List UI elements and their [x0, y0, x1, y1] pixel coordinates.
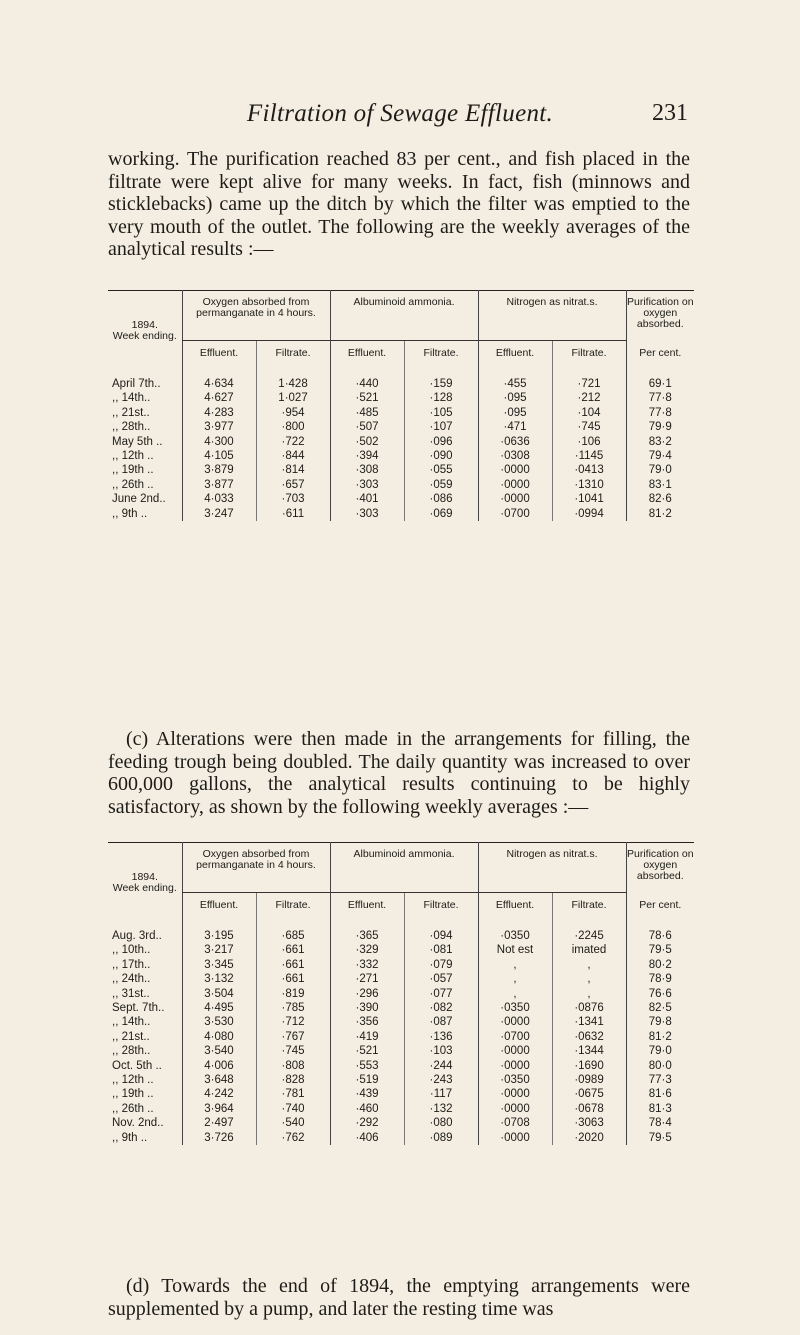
- value-cell: ·745: [552, 420, 626, 434]
- value-cell: ·0000: [478, 1059, 552, 1073]
- value-cell: 79·5: [626, 1131, 694, 1145]
- value-cell: ·0700: [478, 507, 552, 521]
- value-cell: 77·8: [626, 406, 694, 420]
- week-cell: Oct. 5th ..: [112, 1059, 162, 1072]
- value-cell: ·661: [256, 943, 330, 957]
- table-row: [108, 1044, 694, 1058]
- value-cell: ·079: [404, 958, 478, 972]
- week-cell: June 2nd..: [112, 493, 166, 506]
- subheader-filtrate: Filtrate.: [404, 341, 478, 366]
- value-cell: ·471: [478, 420, 552, 434]
- value-cell: 3·132: [182, 972, 256, 986]
- value-cell: ·365: [330, 929, 404, 943]
- spacer-cell: [478, 917, 552, 929]
- value-cell: ·159: [404, 377, 478, 391]
- value-cell: ·356: [330, 1015, 404, 1029]
- table-row: [108, 406, 694, 420]
- value-cell: 79·8: [626, 1015, 694, 1029]
- table-row: [108, 929, 694, 943]
- value-cell: ·712: [256, 1015, 330, 1029]
- header-oxygen-absorbed: Oxygen absorbed from permanganate in 4 hours.: [182, 291, 330, 341]
- value-cell: 3·726: [182, 1131, 256, 1145]
- value-cell: ·1341: [552, 1015, 626, 1029]
- spacer-row: [108, 917, 694, 929]
- value-cell: 79·0: [626, 1044, 694, 1058]
- value-cell: ·401: [330, 492, 404, 506]
- value-cell: ·077: [404, 987, 478, 1001]
- value-cell: ·132: [404, 1102, 478, 1116]
- value-cell: ,: [552, 972, 626, 986]
- value-cell: ·0632: [552, 1030, 626, 1044]
- value-cell: ·212: [552, 391, 626, 405]
- value-cell: 4·634: [182, 377, 256, 391]
- table-row: [108, 943, 694, 957]
- spacer-row: [108, 365, 694, 377]
- value-cell: ·057: [404, 972, 478, 986]
- week-cell: ,, 19th ..: [112, 1088, 154, 1101]
- week-cell: ,, 28th..: [112, 421, 151, 434]
- week-cell: ,, 12th ..: [112, 450, 154, 463]
- subheader-filtrate: Filtrate.: [256, 893, 330, 918]
- week-cell: ,, 14th..: [112, 392, 151, 405]
- table-row: [108, 391, 694, 405]
- week-cell: ,, 21st..: [112, 1030, 150, 1043]
- value-cell: ·243: [404, 1073, 478, 1087]
- value-cell: 4·033: [182, 492, 256, 506]
- value-cell: ·0308: [478, 449, 552, 463]
- spacer-cell: [552, 917, 626, 929]
- week-cell: ,, 26th ..: [112, 478, 154, 491]
- value-cell: ·0000: [478, 463, 552, 477]
- value-cell: 79·4: [626, 449, 694, 463]
- table-row: [108, 492, 694, 506]
- value-cell: 3·345: [182, 958, 256, 972]
- spacer-cell: [552, 365, 626, 377]
- table-row: [108, 377, 694, 391]
- value-cell: 1·027: [256, 391, 330, 405]
- value-cell: ·0000: [478, 478, 552, 492]
- value-cell: ·059: [404, 478, 478, 492]
- subheader-filtrate: Filtrate.: [256, 341, 330, 366]
- value-cell: ·439: [330, 1087, 404, 1101]
- value-cell: ·0413: [552, 463, 626, 477]
- value-cell: ·1690: [552, 1059, 626, 1073]
- value-cell: ·0350: [478, 1001, 552, 1015]
- value-cell: ·519: [330, 1073, 404, 1087]
- value-cell: 3·247: [182, 507, 256, 521]
- value-cell: 3·504: [182, 987, 256, 1001]
- value-cell: 82·5: [626, 1001, 694, 1015]
- value-cell: ·271: [330, 972, 404, 986]
- week-cell: Aug. 3rd..: [112, 930, 162, 942]
- week-cell: ,, 12th ..: [112, 1074, 154, 1087]
- subheader-filtrate: Filtrate.: [552, 893, 626, 918]
- value-cell: ·0678: [552, 1102, 626, 1116]
- table-row: [108, 958, 694, 972]
- spacer-cell: [626, 365, 694, 377]
- header-oxygen-absorbed: Oxygen absorbed from permanganate in 4 hours.: [182, 843, 330, 893]
- value-cell: ·540: [256, 1116, 330, 1130]
- value-cell: 78·9: [626, 972, 694, 986]
- value-cell: ·244: [404, 1059, 478, 1073]
- value-cell: 81·2: [626, 1030, 694, 1044]
- table-row: [108, 1015, 694, 1029]
- value-cell: ·460: [330, 1102, 404, 1116]
- spacer-cell: [626, 917, 694, 929]
- week-cell: Nov. 2nd..: [112, 1117, 164, 1130]
- results-table-1: [108, 290, 694, 521]
- value-cell: ·553: [330, 1059, 404, 1073]
- value-cell: ·103: [404, 1044, 478, 1058]
- value-cell: ,: [478, 958, 552, 972]
- week-cell: ,, 9th ..: [112, 1131, 148, 1144]
- value-cell: ·0000: [478, 1015, 552, 1029]
- subheader-filtrate: Filtrate.: [404, 893, 478, 918]
- spacer-cell: [182, 917, 256, 929]
- subheader-percent: Per cent.: [626, 341, 694, 366]
- value-cell: ·808: [256, 1059, 330, 1073]
- paragraph-intro: working. The purification reached 83 per cent., and fish placed in the filtrate were kept alive for many weeks. In fact, fish (minnows and sticklebacks) came up the ditch by which the filter was emptied to the very mouth of the outlet. The following are the weekly averages of the analytical results :—: [108, 148, 690, 260]
- value-cell: ·296: [330, 987, 404, 1001]
- table-row: [108, 1116, 694, 1130]
- value-cell: 79·9: [626, 420, 694, 434]
- table-row: [108, 1087, 694, 1101]
- week-cell: ,, 24th..: [112, 973, 151, 986]
- table-row: [108, 1030, 694, 1044]
- value-cell: ·390: [330, 1001, 404, 1015]
- value-cell: ·303: [330, 507, 404, 521]
- week-cell: ,, 31st..: [112, 987, 150, 1000]
- page-header: [0, 100, 800, 140]
- value-cell: ·661: [256, 972, 330, 986]
- value-cell: ·055: [404, 463, 478, 477]
- header-nitrogen-nitrates: Nitrogen as nitrat.s.: [478, 843, 626, 893]
- value-cell: ·800: [256, 420, 330, 434]
- value-cell: 76·6: [626, 987, 694, 1001]
- value-cell: ·1041: [552, 492, 626, 506]
- value-cell: ·828: [256, 1073, 330, 1087]
- spacer-cell: [330, 917, 404, 929]
- value-cell: 3·195: [182, 929, 256, 943]
- value-cell: 69·1: [626, 377, 694, 391]
- value-cell: ·329: [330, 943, 404, 957]
- value-cell: ·455: [478, 377, 552, 391]
- value-cell: ·485: [330, 406, 404, 420]
- value-cell: ·094: [404, 929, 478, 943]
- header-purification: Purification on oxygen absorbed.: [626, 291, 694, 341]
- value-cell: 3·977: [182, 420, 256, 434]
- value-cell: 3·964: [182, 1102, 256, 1116]
- spacer-cell: [404, 365, 478, 377]
- spacer-cell: [256, 365, 330, 377]
- value-cell: ·303: [330, 478, 404, 492]
- value-cell: 83·2: [626, 435, 694, 449]
- value-cell: 3·877: [182, 478, 256, 492]
- value-cell: 80·2: [626, 958, 694, 972]
- value-cell: ·0000: [478, 1087, 552, 1101]
- value-cell: 79·0: [626, 463, 694, 477]
- value-cell: ·1145: [552, 449, 626, 463]
- subheader-effluent: Effluent.: [478, 893, 552, 918]
- value-cell: ·0700: [478, 1030, 552, 1044]
- value-cell: ·0000: [478, 1102, 552, 1116]
- value-cell: ·136: [404, 1030, 478, 1044]
- subheader-filtrate: Filtrate.: [552, 341, 626, 366]
- value-cell: ·106: [552, 435, 626, 449]
- value-cell: 3·217: [182, 943, 256, 957]
- value-cell: 79·5: [626, 943, 694, 957]
- value-cell: ·080: [404, 1116, 478, 1130]
- table-row: [108, 420, 694, 434]
- table-row: [108, 507, 694, 521]
- header-week-ending: 1894. Week ending.: [112, 871, 177, 894]
- week-cell: ,, 19th ..: [112, 464, 154, 477]
- value-cell: ·419: [330, 1030, 404, 1044]
- value-cell: ,: [552, 987, 626, 1001]
- value-cell: 4·283: [182, 406, 256, 420]
- table-row: [108, 1059, 694, 1073]
- value-cell: ·819: [256, 987, 330, 1001]
- value-cell: ·332: [330, 958, 404, 972]
- table-row: [108, 972, 694, 986]
- table-row: [108, 987, 694, 1001]
- value-cell: 4·105: [182, 449, 256, 463]
- table-row: [108, 1001, 694, 1015]
- value-cell: ·661: [256, 958, 330, 972]
- value-cell: 2·497: [182, 1116, 256, 1130]
- value-cell: 3·540: [182, 1044, 256, 1058]
- value-cell: ·081: [404, 943, 478, 957]
- value-cell: ·104: [552, 406, 626, 420]
- spacer-cell: [108, 917, 182, 929]
- value-cell: 82·6: [626, 492, 694, 506]
- value-cell: 80·0: [626, 1059, 694, 1073]
- spacer-cell: [108, 365, 182, 377]
- value-cell: 83·1: [626, 478, 694, 492]
- value-cell: ·0989: [552, 1073, 626, 1087]
- week-cell: ,, 21st..: [112, 406, 150, 419]
- value-cell: ·502: [330, 435, 404, 449]
- value-cell: 1·428: [256, 377, 330, 391]
- week-cell: ,, 17th..: [112, 958, 151, 971]
- value-cell: 4·495: [182, 1001, 256, 1015]
- value-cell: 77·3: [626, 1073, 694, 1087]
- value-cell: Not est: [478, 943, 552, 957]
- value-cell: ·0876: [552, 1001, 626, 1015]
- value-cell: ·740: [256, 1102, 330, 1116]
- value-cell: ·087: [404, 1015, 478, 1029]
- value-cell: ·1310: [552, 478, 626, 492]
- subheader-percent: Per cent.: [626, 893, 694, 918]
- subheader-effluent: Effluent.: [182, 341, 256, 366]
- subheader-effluent: Effluent.: [478, 341, 552, 366]
- page-number: 231: [652, 100, 688, 126]
- table-row: [108, 1073, 694, 1087]
- value-cell: ·107: [404, 420, 478, 434]
- value-cell: ·954: [256, 406, 330, 420]
- week-cell: ,, 10th..: [112, 944, 151, 957]
- value-cell: ·440: [330, 377, 404, 391]
- table-row: [108, 435, 694, 449]
- value-cell: ·095: [478, 391, 552, 405]
- header-nitrogen-nitrates: Nitrogen as nitrat.s.: [478, 291, 626, 341]
- value-cell: 4·242: [182, 1087, 256, 1101]
- table-row: [108, 449, 694, 463]
- week-cell: ,, 28th..: [112, 1045, 151, 1058]
- value-cell: ·090: [404, 449, 478, 463]
- value-cell: ·0636: [478, 435, 552, 449]
- value-cell: ·069: [404, 507, 478, 521]
- value-cell: ·0000: [478, 492, 552, 506]
- value-cell: ·0675: [552, 1087, 626, 1101]
- value-cell: 78·6: [626, 929, 694, 943]
- value-cell: 78·4: [626, 1116, 694, 1130]
- table-1-body: [108, 365, 694, 521]
- value-cell: ·0000: [478, 1044, 552, 1058]
- value-cell: ·096: [404, 435, 478, 449]
- header-albuminoid-ammonia: Albuminoid ammonia.: [330, 843, 478, 893]
- subheader-effluent: Effluent.: [330, 341, 404, 366]
- value-cell: 81·3: [626, 1102, 694, 1116]
- spacer-cell: [478, 365, 552, 377]
- week-cell: ,, 9th ..: [112, 507, 148, 520]
- value-cell: 3·530: [182, 1015, 256, 1029]
- week-cell: Sept. 7th..: [112, 1002, 165, 1015]
- running-title: Filtration of Sewage Effluent.: [246, 100, 554, 127]
- table-2-body: [108, 917, 694, 1145]
- value-cell: 3·648: [182, 1073, 256, 1087]
- value-cell: 4·080: [182, 1030, 256, 1044]
- table-row: [108, 1131, 694, 1145]
- value-cell: ·0708: [478, 1116, 552, 1130]
- value-cell: ·521: [330, 1044, 404, 1058]
- value-cell: ·3063: [552, 1116, 626, 1130]
- table-row: [108, 463, 694, 477]
- spacer-cell: [404, 917, 478, 929]
- value-cell: ·1344: [552, 1044, 626, 1058]
- week-cell: ,, 14th..: [112, 1016, 151, 1029]
- value-cell: ·703: [256, 492, 330, 506]
- week-cell: April 7th..: [112, 378, 161, 390]
- value-cell: ·844: [256, 449, 330, 463]
- value-cell: ·2245: [552, 929, 626, 943]
- value-cell: ·685: [256, 929, 330, 943]
- week-cell: May 5th ..: [112, 435, 163, 448]
- value-cell: 3·879: [182, 463, 256, 477]
- value-cell: ·0350: [478, 929, 552, 943]
- value-cell: ·814: [256, 463, 330, 477]
- value-cell: ·722: [256, 435, 330, 449]
- value-cell: ·0350: [478, 1073, 552, 1087]
- value-cell: ·762: [256, 1131, 330, 1145]
- value-cell: ·406: [330, 1131, 404, 1145]
- value-cell: ·128: [404, 391, 478, 405]
- spacer-cell: [182, 365, 256, 377]
- value-cell: ·657: [256, 478, 330, 492]
- value-cell: ·721: [552, 377, 626, 391]
- value-cell: ·745: [256, 1044, 330, 1058]
- spacer-cell: [256, 917, 330, 929]
- paragraph-d: (d) Towards the end of 1894, the emptying arrangements were supplemented by a pump, and later the resting time was: [108, 1275, 690, 1320]
- value-cell: ·521: [330, 391, 404, 405]
- value-cell: ·086: [404, 492, 478, 506]
- value-cell: ·117: [404, 1087, 478, 1101]
- value-cell: ·781: [256, 1087, 330, 1101]
- value-cell: ·292: [330, 1116, 404, 1130]
- value-cell: 4·627: [182, 391, 256, 405]
- value-cell: ·2020: [552, 1131, 626, 1145]
- value-cell: ,: [478, 987, 552, 1001]
- value-cell: ·507: [330, 420, 404, 434]
- header-albuminoid-ammonia: Albuminoid ammonia.: [330, 291, 478, 341]
- subheader-effluent: Effluent.: [330, 893, 404, 918]
- value-cell: 81·6: [626, 1087, 694, 1101]
- value-cell: 4·006: [182, 1059, 256, 1073]
- value-cell: ,: [552, 958, 626, 972]
- value-cell: 77·8: [626, 391, 694, 405]
- table-row: [108, 1102, 694, 1116]
- value-cell: ·095: [478, 406, 552, 420]
- value-cell: ·394: [330, 449, 404, 463]
- week-cell: ,, 26th ..: [112, 1102, 154, 1115]
- value-cell: ·308: [330, 463, 404, 477]
- value-cell: ·0000: [478, 1131, 552, 1145]
- header-week-ending: 1894. Week ending.: [112, 319, 177, 342]
- header-purification: Purification on oxygen absorbed.: [626, 843, 694, 893]
- paragraph-c: (c) Alterations were then made in the arrangements for filling, the feeding trough being doubled. The daily quantity was increased to over 600,000 gallons, the analytical results continuing to be highly satisfactory, as shown by the following weekly averages :—: [108, 728, 690, 818]
- value-cell: ·611: [256, 507, 330, 521]
- value-cell: ·105: [404, 406, 478, 420]
- value-cell: ·767: [256, 1030, 330, 1044]
- value-cell: ·089: [404, 1131, 478, 1145]
- value-cell: ,: [478, 972, 552, 986]
- value-cell: ·0994: [552, 507, 626, 521]
- value-cell: ·082: [404, 1001, 478, 1015]
- subheader-effluent: Effluent.: [182, 893, 256, 918]
- value-cell: ·785: [256, 1001, 330, 1015]
- table-row: [108, 478, 694, 492]
- value-cell: imated: [552, 943, 626, 957]
- spacer-cell: [330, 365, 404, 377]
- value-cell: 81·2: [626, 507, 694, 521]
- value-cell: 4·300: [182, 435, 256, 449]
- results-table-2: [108, 842, 694, 1145]
